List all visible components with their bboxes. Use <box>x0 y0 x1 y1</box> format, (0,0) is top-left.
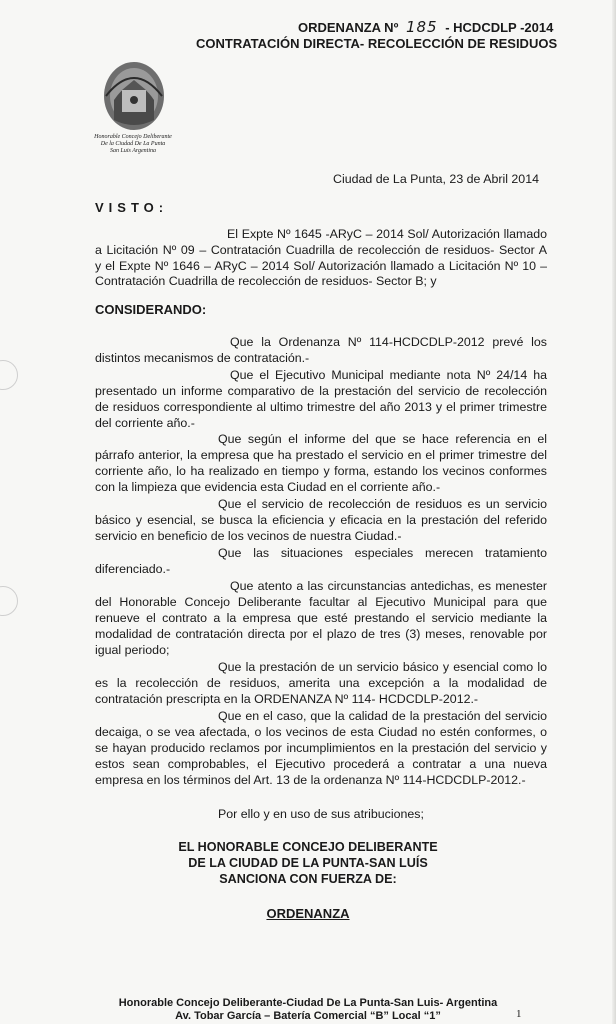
considerando-line: igual periodo; <box>95 643 170 657</box>
sanciona-line: DE LA CIUDAD DE LA PUNTA-SAN LUÍS <box>188 856 428 870</box>
considerando-line: Que la Ordenanza Nº 114-HCDCDLP-2012 prevé los <box>230 335 547 349</box>
considerando-line: Que según el informe del que se hace referencia en el <box>218 432 547 446</box>
ordinance-prefix: ORDENANZA Nº <box>298 20 399 35</box>
considerando-line: párrafo anterior, la empresa que ha prestado el servicio en el primer trimestre del <box>95 448 547 462</box>
considerando-line: básico y esencial, se busca la eficiencia y eficacia en la prestación del referido <box>95 513 547 527</box>
considerando-line: Que atento a las circunstancias antedichas, es menester <box>230 579 547 593</box>
ordenanza-title <box>0 906 616 921</box>
considerando-line: empresa en los términos del Art. 13 de la ordenanza Nº 114-HCDCDLP-2012.- <box>95 773 526 787</box>
logo-caption-3: San Luis Argentina <box>109 148 156 154</box>
ordinance-suffix: - HCDCDLP -2014 <box>445 20 554 35</box>
considerando-line: contratación prescripta en la ORDENANZA Nº 114- HCDCDLP-2012.- <box>95 692 479 706</box>
page-number: 1 <box>516 1008 522 1020</box>
footer-address: Av. Tobar García – Batería Comercial “B” Local “1” <box>175 1010 441 1022</box>
considerando-line: diferenciado.- <box>95 562 171 576</box>
considerando-line: modalidad de contratación directa por el plazo de tres (3) meses, renovable por <box>95 627 547 641</box>
considerando-line: presentado un informe comparativo de la prestación del servicio de recolección <box>95 384 547 398</box>
considerando-line: de residuos correspondiente al ultimo trimestre del año 2013 y el primer trimestre <box>95 400 547 414</box>
considerando-line: Que el servicio de recolección de residuos es un servicio <box>218 497 547 511</box>
considerando-line: Que la prestación de un servicio básico y esencial como lo <box>218 660 547 674</box>
considerando-line: con la limpieza que evidencia esta Ciudad en el corriente año.- <box>95 480 441 494</box>
considerando-line: del Honorable Concejo Deliberante facultar al Ejecutivo Municipal para que <box>95 595 547 609</box>
place-and-date: Ciudad de La Punta, 23 de Abril 2014 <box>333 172 539 186</box>
considerando-line: servicio en beneficio de los vecinos de nuestra Ciudad.- <box>95 529 402 543</box>
considerando-heading: CONSIDERANDO: <box>95 302 207 317</box>
scan-edge <box>612 0 616 1024</box>
ordinance-number-line <box>298 18 553 36</box>
sanciona-line: SANCIONA CON FUERZA DE: <box>219 872 397 886</box>
considerando-line: decaiga, o se vea afectada, o los vecinos de esta Ciudad no estén conformes, o <box>95 725 547 739</box>
visto-line: y el Expte Nº 1646 – ARyC – 2014 Sol/ Autorización llamado a Licitación Nº 10 – <box>95 259 547 273</box>
considerando-line: Que las situaciones especiales merecen tratamiento <box>218 546 547 560</box>
ordinance-number: 185 <box>405 18 438 36</box>
considerando-line: se hayan producido reclamos por incumplimientos en la prestación del servicio y <box>95 741 547 755</box>
visto-line: a Licitación Nº 09 – Contratación Cuadrilla de recolección de residuos- Sector A <box>95 243 547 257</box>
visto-heading: VISTO: <box>95 200 169 215</box>
considerando-line: Que en el caso, que la calidad de la prestación del servicio <box>218 709 547 723</box>
considerando-line: Que el Ejecutivo Municipal mediante nota Nº 24/14 ha <box>230 368 547 382</box>
considerando-line: es la recolección de residuos, amerita una excepción a la modalidad de <box>95 676 547 690</box>
sanciona-line: EL HONORABLE CONCEJO DELIBERANTE <box>178 840 438 854</box>
considerando-line: renueve el contrato a la empresa que esté prestando el servicio mediante la <box>95 611 547 625</box>
logo-caption-2: De la Ciudad De La Punta <box>100 141 166 147</box>
visto-line: Contratación Cuadrilla de recolección de residuos- Sector B; y <box>95 274 437 288</box>
footer-institution: Honorable Concejo Deliberante-Ciudad De La Punta-San Luis- Argentina <box>118 997 498 1009</box>
visto-line: El Expte Nº 1645 -ARyC – 2014 Sol/ Autorización llamado <box>227 227 547 241</box>
ordenanza-label: ORDENANZA <box>266 906 350 921</box>
considerando-line: distintos mecanismos de contratación.- <box>95 351 310 365</box>
document-subject: CONTRATACIÓN DIRECTA- RECOLECCIÓN DE RESIDUOS <box>196 36 558 51</box>
council-seal-logo <box>100 60 168 132</box>
considerando-line: estos sean comprobables, el Ejecutivo procederá a contratar a una nueva <box>95 757 547 771</box>
considerando-line: del corriente año.- <box>95 416 195 430</box>
hole-punch-mark <box>0 360 18 390</box>
logo-caption-1: Honorable Concejo Deliberante <box>94 134 172 140</box>
considerando-closing: Por ello y en uso de sus atribuciones; <box>218 807 424 821</box>
considerando-line: corriente año, lo ha realizado en tiempo y forma, estando los vecinos conformes <box>95 464 547 478</box>
hole-punch-mark <box>0 586 18 616</box>
